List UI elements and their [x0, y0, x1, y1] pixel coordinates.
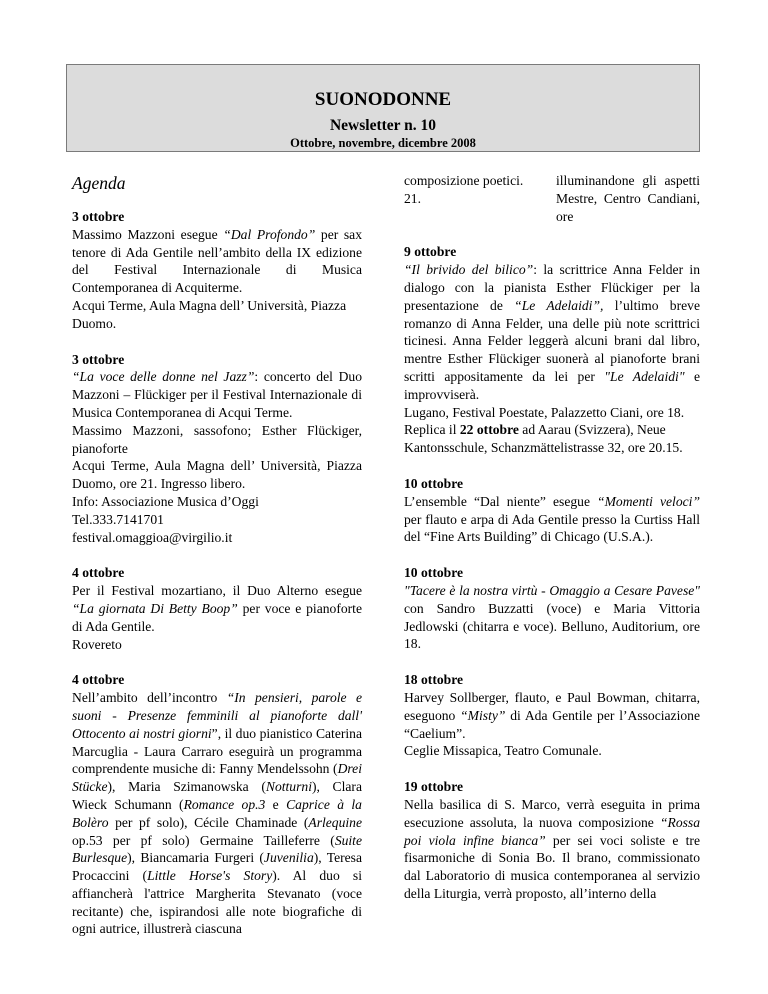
event-place: Ceglie Missapica, Teatro Comunale. [404, 743, 602, 759]
event-entry [404, 778, 700, 903]
event-date: 19 ottobre [404, 779, 464, 795]
event-entry [404, 475, 700, 546]
event-description: Per il Festival mozartiano, il Duo Alterno esegue “La giornata Di Betty Boop” per voce e pianoforte di Ada Gentile. [72, 583, 362, 634]
newsletter-number: Newsletter n. 10 [329, 117, 437, 134]
event-date: 3 ottobre [72, 209, 125, 224]
event-entry [72, 671, 362, 938]
event-date: 3 ottobre [72, 351, 125, 367]
event-description: Massimo Mazzoni esegue “Dal Profondo” per sax tenore di Ada Gentile nell’ambito della IX edizione del Festival Internazionale di Musica Contemporanea di Acquiterme. [72, 226, 363, 296]
newsletter-period: Ottobre, novembre, dicembre 2008 [290, 136, 476, 150]
left-column [72, 172, 362, 956]
event-continuation [404, 172, 700, 225]
event-description: “Il brivido del bilico”: la scrittrice Anna Felder in dialogo con la pianista Esther Flückiger per la presentazione de “Le Adelaidi”, l’ultimo breve romanzo di Anna Felder, una delle più note scrittrici ticinesi. Anna Felder leggerà alcuni brani dal libro, mentre Esther Flückiger suonerà al pianoforte brani scritti appositamente da lei per "Le Adelaidi" e improvviserà. [404, 262, 700, 402]
event-entry [404, 243, 700, 457]
event-place: Rovereto [72, 636, 122, 652]
event-replica: Replica il 22 ottobre ad Aarau (Svizzera), Neue Kantonsschule, Schanzmättelistrasse 32, ore 20.15. [404, 422, 683, 456]
newsletter-header [66, 64, 700, 152]
continuation-right: illuminandone gli aspetti Mestre, Centro Candiani, ore [556, 173, 700, 224]
event-date: 18 ottobre [404, 672, 464, 688]
event-date: 10 ottobre [404, 475, 464, 491]
event-entry [72, 208, 362, 333]
event-description: "Tacere è la nostra virtù - Omaggio a Cesare Pavese" con Sandro Buzzatti (voce) e Maria Vittoria Jedlowski (chitarra e voce). Belluno, Auditorium, ore 18. [404, 582, 700, 652]
event-description: L’ensemble “Dal niente” esegue “Momenti veloci” per flauto e arpa di Ada Gentile presso la Curtiss Hall del “Fine Arts Building” di Chicago (U.S.A.). [404, 493, 700, 545]
event-place: Acqui Terme, Aula Magna dell’ Università, Piazza Duomo, ore 21. Ingresso libero. [72, 458, 362, 492]
event-entry [404, 671, 700, 760]
continuation-left: composizione poetici. 21. [404, 173, 524, 206]
event-description: Harvey Sollberger, flauto, e Paul Bowman, chitarra, eseguono “Misty” di Ada Gentile per l’Associazione “Caelium”. [404, 689, 700, 741]
event-info: Info: Associazione Musica d’Oggi [72, 493, 259, 509]
event-place: Acqui Terme, Aula Magna dell’ Università, Piazza Duomo. [72, 297, 347, 331]
event-email-link[interactable]: festival.omaggioa@virgilio.it [72, 529, 233, 545]
event-date: 4 ottobre [72, 672, 125, 688]
event-entry [404, 564, 700, 653]
right-column [404, 172, 700, 921]
event-date: 4 ottobre [72, 565, 125, 581]
event-performers: Massimo Mazzoni, sassofono; Esther Flückiger, pianoforte [72, 422, 362, 456]
event-entry [72, 564, 362, 653]
event-description: “La voce delle donne nel Jazz”: concerto del Duo Mazzoni – Flückiger per il Festival Internazionale di Musica Contemporanea di Acqui Terme. [72, 369, 362, 420]
event-entry [72, 351, 362, 547]
newsletter-title: SUONODONNE [314, 89, 452, 110]
event-date: 10 ottobre [404, 565, 464, 581]
event-tel: Tel.333.7141701 [72, 511, 164, 527]
event-description: Nell’ambito dell’incontro “In pensieri, parole e suoni - Presenze femminili al pianoforte dall' Ottocento ai nostri giorni”, il duo pianistico Caterina Marcuglia - Laura Carraro eseguirà un programma comprendente musiche di: Fanny Mendelssohn (Drei Stücke), Maria Szimanowska (Notturni), Clara Wieck Schumann (Romance op.3 e Caprice à la Bolèro per pf solo), Cécile Chaminade (Arlequine op.53 per pf solo) Germaine Tailleferre (Suite Burlesque), Biancamaria Furgeri (Juvenilia), Teresa Procaccini (Little Horse's Story). Al duo si affiancherà l'attrice Margherita Stevanato (voce recitante) che, ispirandosi alle note biografiche di ogni autrice, illustrerà ciascuna [72, 690, 362, 937]
event-date: 9 ottobre [404, 244, 457, 260]
agenda-heading: Agenda [72, 173, 126, 193]
event-description: Nella basilica di S. Marco, verrà eseguita in prima esecuzione assoluta, la nuova composizione “Rossa poi viola infine bianca” per sei voci soliste e tre fisarmoniche di Sonia Bo. Il brano, commissionato dal Laboratorio di musica contemporanea al servizio della Liturgia, verrà proposto, all’interno della [404, 796, 700, 901]
event-place: Lugano, Festival Poestate, Palazzetto Ciani, ore 18. [404, 404, 685, 420]
